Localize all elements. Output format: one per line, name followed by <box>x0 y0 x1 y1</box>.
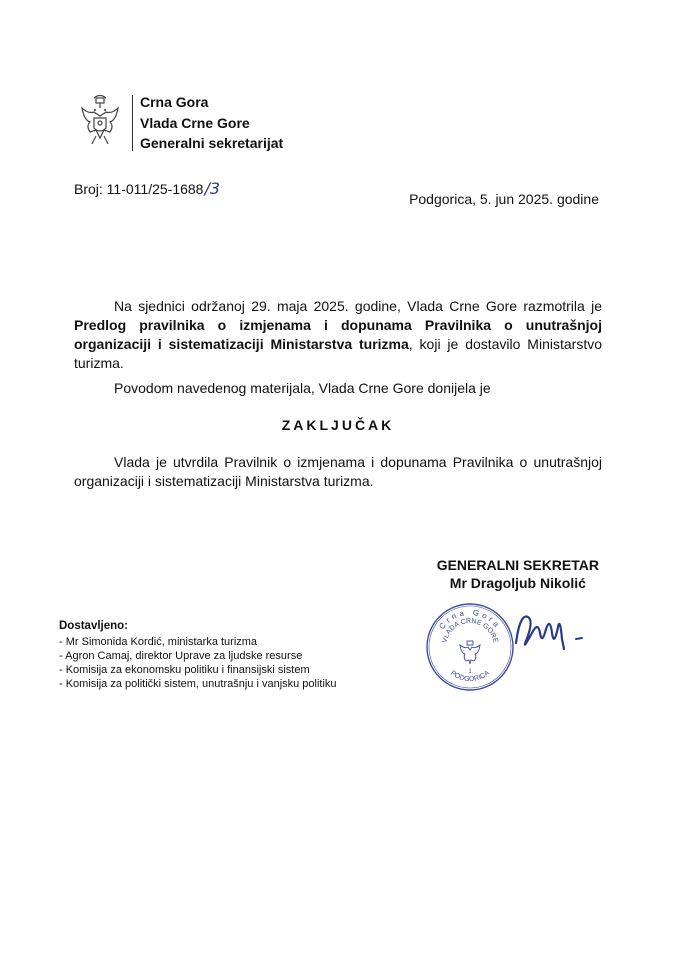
paragraph-decision-intro: Povodom navedenog materijala, Vlada Crne Gore donijela je <box>114 380 491 396</box>
org-line-government: Vlada Crne Gore <box>140 114 250 131</box>
document-number-label: Broj: 11-011/25-1688 <box>74 181 204 197</box>
distribution-item: - Komisija za politički sistem, unutrašnju i vanjsku politiku <box>59 678 337 690</box>
paragraph-conclusion: Vlada je utvrdila Pravilnik o izmjenama i dopunama Pravilnika o unutrašnjoj organizaciji i sistematizaciji Ministarstva turizma. <box>74 454 602 489</box>
distribution-title: Dostavljeno: <box>59 620 129 632</box>
paragraph-session-bold: Predlog pravilnika o izmjenama i dopunama Pravilnika o unutrašnjoj organizaciji i sistematizaciji Ministarstva turizma <box>74 317 602 352</box>
document-number <box>74 179 220 198</box>
org-line-country: Crna Gora <box>140 94 209 110</box>
distribution-item: - Mr Simonida Kordić, ministarka turizma <box>59 636 258 648</box>
distribution-item: - Agron Camaj, direktor Uprave za ljudske resurse <box>59 650 303 662</box>
document-number-handwritten: /3 <box>204 179 221 198</box>
paragraph-session <box>74 297 602 373</box>
official-stamp <box>424 601 516 693</box>
handwritten-signature <box>506 603 596 663</box>
org-line-secretariat: Generalni sekretarijat <box>140 135 284 151</box>
organization-block <box>140 92 283 154</box>
stamp-top-text: Crna Gora <box>437 607 503 632</box>
stamp-bottom-text: PODGORICA <box>449 669 491 684</box>
signature-title: GENERALNI SEKRETAR <box>436 557 599 573</box>
paragraph-session-text-2: , koji je dostavilo Ministarstvo turizma. <box>74 336 602 371</box>
distribution-item: - Komisija za ekonomsku politiku i finansijski sistem <box>59 664 310 676</box>
stamp-emblem-icon <box>460 641 480 664</box>
document-body <box>74 297 602 491</box>
stamp-number: 1 <box>468 669 472 675</box>
conclusion-heading: ZAKLJUČAK <box>281 417 395 433</box>
header-divider <box>132 95 133 151</box>
signature-name: Mr Dragoljub Nikolić <box>449 575 586 591</box>
document-date: Podgorica, 5. jun 2025. godine <box>409 191 599 207</box>
coat-of-arms-icon <box>74 92 126 150</box>
distribution-list <box>59 619 337 691</box>
stamp-mid-text: VLADA CRNE GORE <box>441 617 499 644</box>
signature-block <box>437 556 599 592</box>
paragraph-session-text-1: Na sjednici održanoj 29. maja 2025. godine, Vlada Crne Gore razmotrila je <box>114 298 602 314</box>
